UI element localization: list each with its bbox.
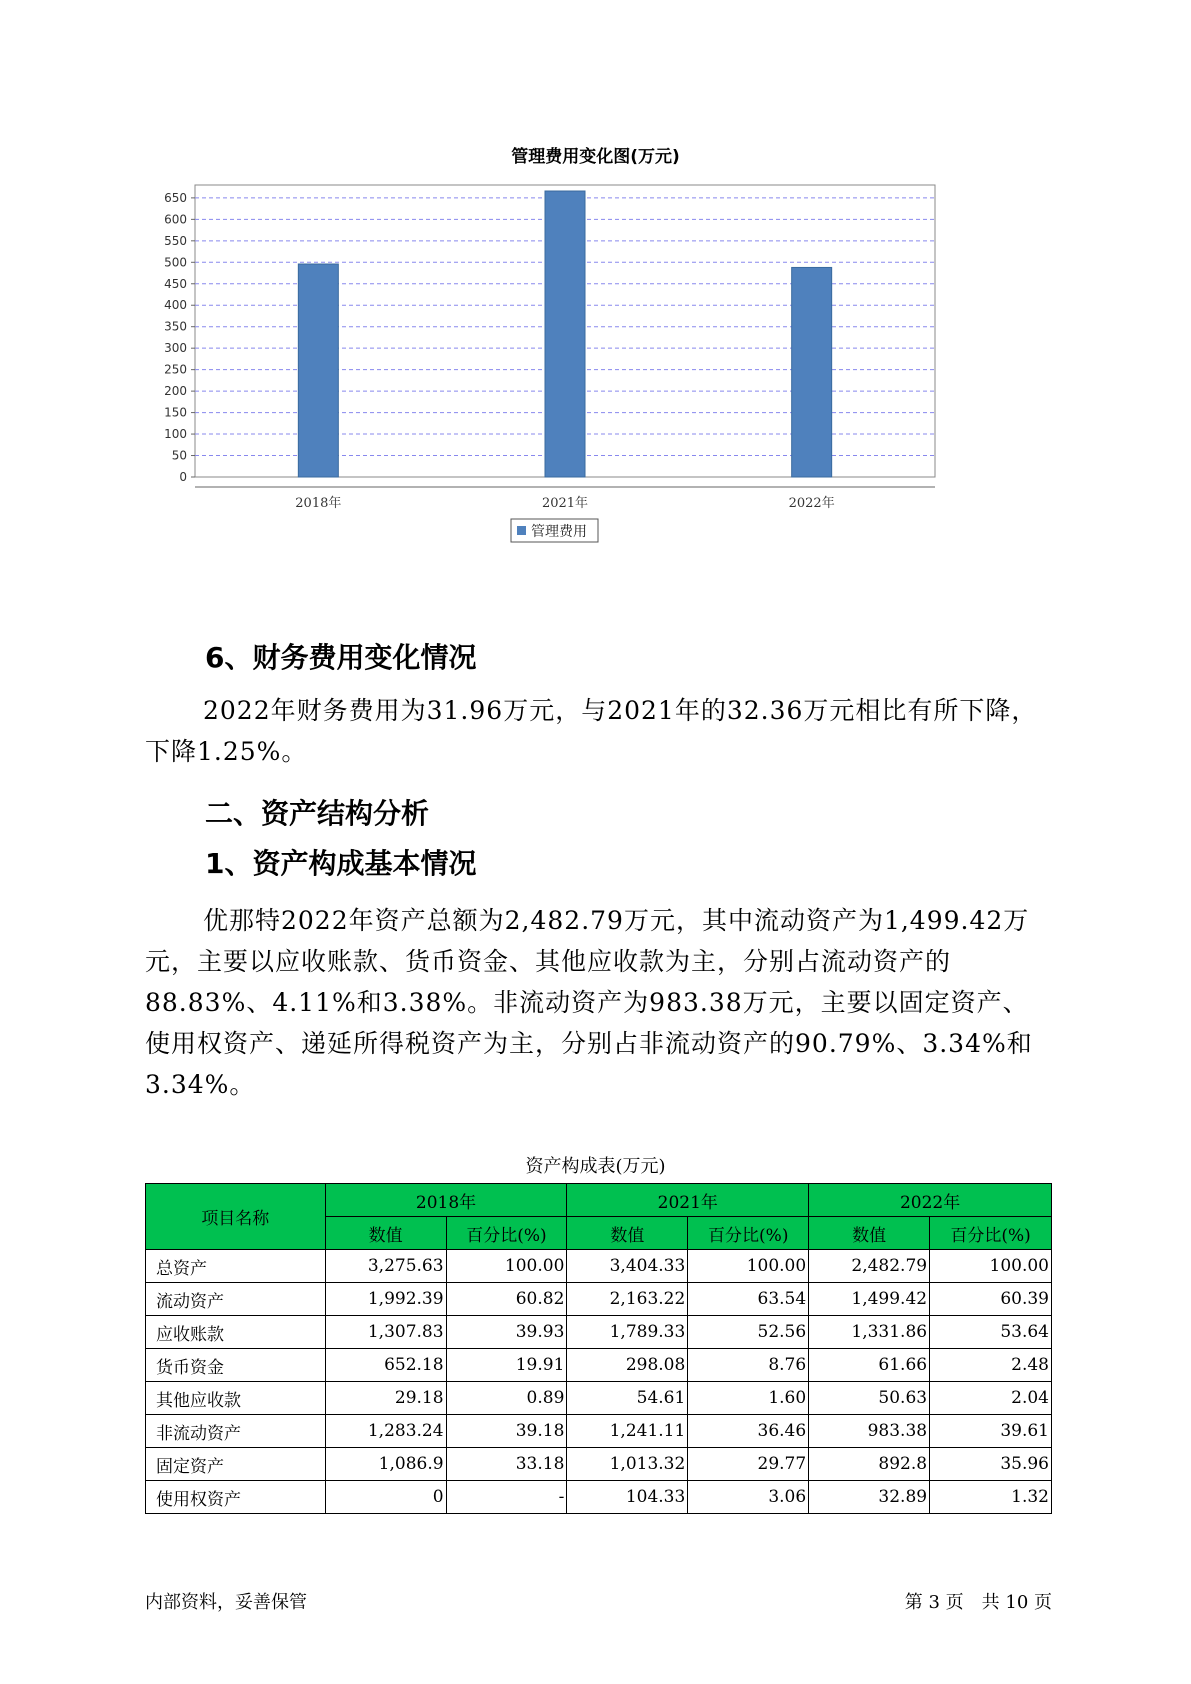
cell-pct: 8.76 (688, 1349, 809, 1382)
header-item-name: 项目名称 (146, 1184, 326, 1250)
cell-pct: 100.00 (688, 1250, 809, 1283)
table-title: 资产构成表(万元) (525, 1156, 666, 1177)
cell-pct: 100.00 (446, 1250, 567, 1283)
y-tick-label: 350 (164, 319, 187, 334)
asset-composition-table (145, 1183, 1052, 1514)
x-tick-label: 2021年 (541, 496, 589, 511)
cell-value: 983.38 (809, 1415, 930, 1448)
cell-value: 1,241.11 (567, 1415, 688, 1448)
header-value: 数值 (809, 1217, 930, 1250)
bar-2 (792, 267, 832, 477)
cell-pct: 60.39 (930, 1283, 1052, 1316)
y-tick-label: 500 (164, 255, 187, 270)
header-pct: 百分比(%) (688, 1217, 809, 1250)
y-tick-label: 400 (164, 298, 187, 313)
row-name: 应收账款 (146, 1316, 326, 1349)
header-year-2021: 2021年 (567, 1184, 809, 1217)
cell-value: 2,163.22 (567, 1283, 688, 1316)
cell-pct: 33.18 (446, 1448, 567, 1481)
cell-value: 3,404.33 (567, 1250, 688, 1283)
cell-pct: 1.32 (930, 1481, 1052, 1514)
section-2-1-heading: 1、资产构成基本情况 (205, 847, 477, 880)
cell-value: 1,331.86 (809, 1316, 930, 1349)
cell-pct: 0.89 (446, 1382, 567, 1415)
bar-0 (298, 264, 338, 477)
section-6-text: 2022年财务费用为31.96万元，与2021年的32.36万元相比有所下降，下降1.25%。 (145, 696, 1038, 766)
cell-value: 1,283.24 (325, 1415, 446, 1448)
row-name: 货币资金 (146, 1349, 326, 1382)
header-value: 数值 (567, 1217, 688, 1250)
y-tick-label: 200 (164, 384, 187, 399)
bar-1 (545, 191, 585, 477)
cell-pct: 39.93 (446, 1316, 567, 1349)
y-tick-label: 250 (164, 362, 187, 377)
row-name: 总资产 (146, 1250, 326, 1283)
section-6-heading: 6、财务费用变化情况 (205, 641, 477, 674)
cell-pct: 53.64 (930, 1316, 1052, 1349)
cell-value: 1,992.39 (325, 1283, 446, 1316)
cell-pct: 36.46 (688, 1415, 809, 1448)
y-tick-label: 300 (164, 341, 187, 356)
y-tick-label: 450 (164, 276, 187, 291)
cell-value: 298.08 (567, 1349, 688, 1382)
cell-value: 29.18 (325, 1382, 446, 1415)
header-pct: 百分比(%) (446, 1217, 567, 1250)
row-name: 固定资产 (146, 1448, 326, 1481)
header-value: 数值 (325, 1217, 446, 1250)
legend-label: 管理费用 (531, 524, 587, 540)
cell-value: 0 (325, 1481, 446, 1514)
section-2-paragraph (145, 900, 1050, 1105)
y-tick-label: 50 (171, 448, 187, 463)
header-pct: 百分比(%) (930, 1217, 1052, 1250)
cell-value: 104.33 (567, 1481, 688, 1514)
cell-value: 3,275.63 (325, 1250, 446, 1283)
footer-page-number: 第 3 页 共 10 页 (904, 1592, 1052, 1613)
y-tick-label: 550 (164, 233, 187, 248)
y-tick-label: 150 (164, 405, 187, 420)
footer-confidential: 内部资料，妥善保管 (145, 1592, 307, 1613)
row-name: 使用权资产 (146, 1481, 326, 1514)
cell-value: 1,307.83 (325, 1316, 446, 1349)
cell-pct: 39.18 (446, 1415, 567, 1448)
cell-value: 652.18 (325, 1349, 446, 1382)
cell-pct: 52.56 (688, 1316, 809, 1349)
cell-value: 1,013.32 (567, 1448, 688, 1481)
cell-pct: 1.60 (688, 1382, 809, 1415)
cell-pct: 3.06 (688, 1481, 809, 1514)
cell-value: 32.89 (809, 1481, 930, 1514)
x-tick-label: 2022年 (788, 496, 835, 511)
cell-pct: 2.48 (930, 1349, 1052, 1382)
cell-pct: 100.00 (930, 1250, 1052, 1283)
cell-value: 2,482.79 (809, 1250, 930, 1283)
cell-pct: - (446, 1481, 567, 1514)
section-2-text: 优那特2022年资产总额为2,482.79万元，其中流动资产为1,499.42万元，主要以应收账款、货币资金、其他应收款为主，分别占流动资产的88.83%、4.11%和3.38%。非流动资产为983.38万元，主要以固定资产、使用权资产、递延所得税资产为主，分别占非流动资产的90.79%、3.34%和3.34%。 (145, 906, 1033, 1099)
y-tick-label: 600 (164, 212, 187, 227)
row-name: 非流动资产 (146, 1415, 326, 1448)
section-2-heading: 二、资产结构分析 (205, 797, 430, 830)
table-row (146, 1316, 1052, 1349)
section-6-paragraph (145, 690, 1050, 772)
cell-value: 50.63 (809, 1382, 930, 1415)
chart-title: 管理费用变化图(万元) (511, 147, 680, 167)
row-name: 流动资产 (146, 1283, 326, 1316)
cell-value: 1,789.33 (567, 1316, 688, 1349)
header-year-2018: 2018年 (325, 1184, 567, 1217)
y-tick-label: 100 (164, 427, 187, 442)
cell-pct: 19.91 (446, 1349, 567, 1382)
table-row (146, 1415, 1052, 1448)
table-row (146, 1448, 1052, 1481)
cell-pct: 63.54 (688, 1283, 809, 1316)
x-tick-label: 2018年 (295, 496, 342, 511)
table-row (146, 1349, 1052, 1382)
y-tick-label: 650 (164, 190, 187, 205)
cell-pct: 35.96 (930, 1448, 1052, 1481)
cell-pct: 39.61 (930, 1415, 1052, 1448)
cell-value: 892.8 (809, 1448, 930, 1481)
management-expense-chart (150, 180, 1030, 592)
cell-pct: 29.77 (688, 1448, 809, 1481)
legend-swatch (517, 526, 526, 535)
row-name: 其他应收款 (146, 1382, 326, 1415)
y-tick-label: 0 (179, 470, 187, 484)
cell-pct: 2.04 (930, 1382, 1052, 1415)
cell-value: 54.61 (567, 1382, 688, 1415)
table-row (146, 1481, 1052, 1514)
cell-value: 61.66 (809, 1349, 930, 1382)
cell-pct: 60.82 (446, 1283, 567, 1316)
table-row (146, 1250, 1052, 1283)
table-row (146, 1283, 1052, 1316)
cell-value: 1,086.9 (325, 1448, 446, 1481)
cell-value: 1,499.42 (809, 1283, 930, 1316)
table-row (146, 1382, 1052, 1415)
header-year-2022: 2022年 (809, 1184, 1052, 1217)
